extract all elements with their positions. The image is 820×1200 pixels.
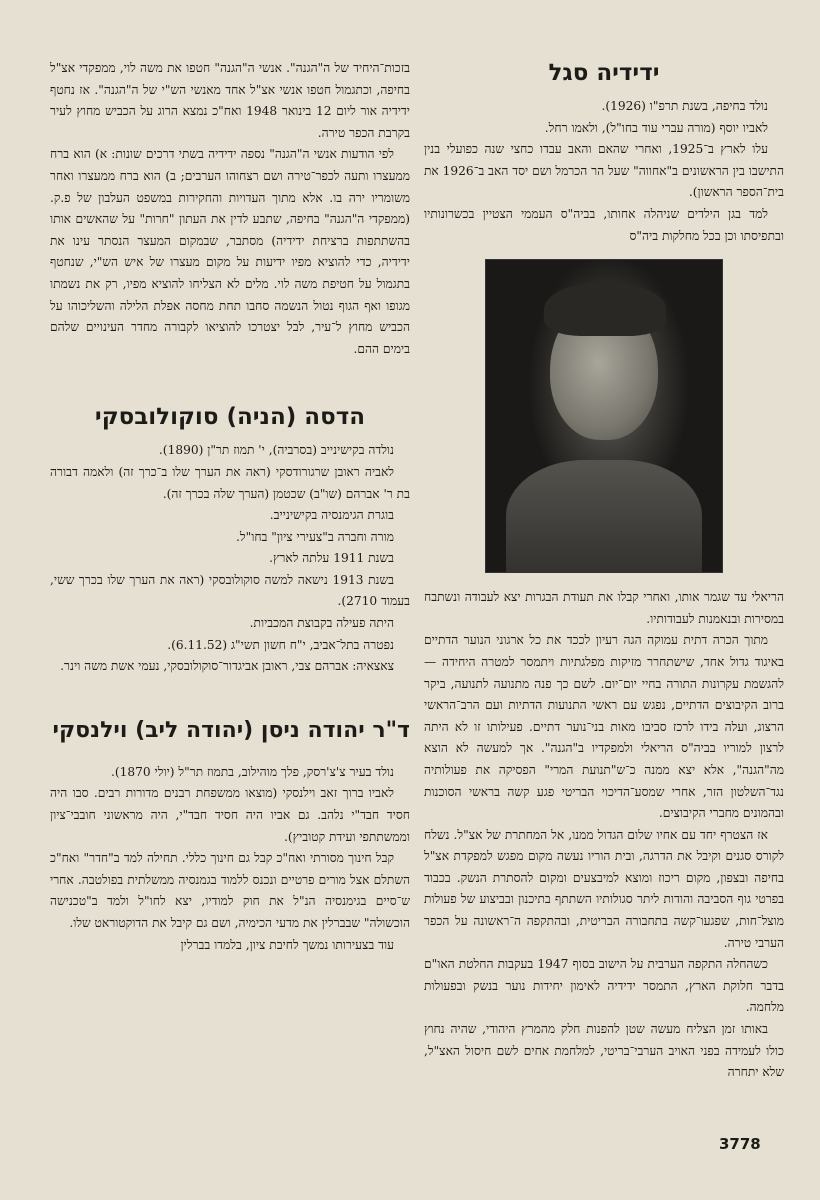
bio-list	[50, 440, 410, 678]
right-column	[424, 58, 784, 1084]
list-item: היתה פעילה בקבוצת המכביות.	[249, 616, 394, 631]
bio-title-hadassa-sokolovsky: הדסה (הניה) סוקולובסקי	[94, 404, 366, 431]
list-item: נולדה בקישינייב (בסרביה), י' תמוז תר"ן (1890).	[158, 443, 394, 458]
paragraph: מתוך הכרה דתית עמוקה הגה רעיון לככד את כל ארגוני הנוער הדתיים באיגוד גדול אחד, שישתחרר מזיקות מפלגתיות ויתמסר למטרה היחידה — להגשמת עקרונות התורה בחיי יום־יום. לשם כך פנה מתנועה לתנועה, ביקר ברוב הקיבוצים הדתיים, נפגש עם ראשי התנועות הדתיות ועם הרב־הראשי הרצוג, ועלה בידו לרכז סביבו מאות בני־נוער דתיים. פעילותו זו לא היתה לרצון למוריו בביה"ס הריאלי ולמפקדיו ב"הגנה". אך למעשה לא הוצא מה"הגנה", אלא יצא ממנה כ־ש"תנועת המרי" הפסיקה את פעולותיה נגד־השלטון הזר, אחרי שמסע־הדיכוי הבריטי פגע קשה בראשי הסוכנות ובהמונים מחברי הקיבוצים.	[424, 633, 784, 821]
list-item: לאביה ראובן שרגורודסקי (ראה את הערך שלו ב־כרך זה) ולאמה דבורה בת ר' אברהם (שו"ב) שכטמן (הערך שלה בכרך זה).	[50, 464, 410, 501]
paragraph: נולד בעיר צ'צ'רסק, פלך מוהילוב, בתמוז תר"ל (יולי 1870).	[111, 764, 394, 779]
paragraph: אז הצטרף יחד עם אחיו שלום הגדול ממנו, אל המחתרת של אצ"ל. נשלח לקורס סגנים וקיבל את הדרגה, ובית הוריו נעשה מקום מפגש למפקדת אצ"ל בחיפה ובצפון, מקום ריכוז ומוצא למיבצעים ומקום להסתרת הנשק. בכבוד בפרטי גוף הסביבה והודות ליתר סגולותיו השתתף בתיכנון ובביצוע של פעולות מוצל־חות, שפגעו־קשה בתחבורה הבריטית, ובהתקפה ה־ראשונה על הכפר הערבי טירה.	[424, 827, 784, 950]
list-item: בשנת 1913 נישאה למשה סוקולובסקי (ראה את הערך שלו בכרך ששי, בעמוד 2710).	[50, 572, 410, 609]
paragraph: לאביו יוסף (מורה עברי עוד בחו"ל), ולאמו רחל.	[544, 120, 768, 135]
paragraph: לפי הודעות אנשי ה"הגנה" נספה ידידיה בשתי דרכים שונות: א) הוא ברח ממעצרו ותעה לכפר־טירה ושם רצחוהו הערבים; ב) הוא ברח ממעצרו ואחר משומריו ירה בו. אלא מתוך העדויות והחקירות במשפט העלבון של פ.ק. (ממפקדי ה"הגנה" בחיפה, שתבע לדין את העתון "חרות" על שהאשים אותו בהשתתפות ברציחת ידידיה) מסתבר, שבמקום המעצר הנסתר עינו את ידידיה, כדי להוציא מפיו ידיעות על מקום מעצרו של איש הש"י, שנחטף בתגמול על חטיפת משה לוי. מלים לא הצליחו להוציא מפיו, רק את נשמתו מגופו ואף הגוף נטול הנשמה סחבו תחת מחסה אפלת הלילה והשליכוהו על הכביש מחוץ ל־עיר, לבל יצטרכו להוציאו לקבורה מחדר העינויים שלהם בימים ההם.	[50, 147, 410, 356]
bio-title-yedidya-segal: ידידיה סגל	[548, 60, 660, 86]
paragraph: למד בגן הילדים שניהלה אחותו, בביה"ס העממי הצטיין בכשרונותיו ובתפיסתו וכן בכל מחלקות ביה"ס	[424, 206, 784, 243]
paragraph: כשהחלה התקפה הערבית על הישוב בסוף 1947 בעקבות החלטת האו"ם בדבר חלוקת הארץ, התמסר ידידיה לאימון יחידות נוער בנשק ובפעולות מלחמה.	[424, 957, 784, 1015]
portrait-photo	[485, 259, 723, 573]
paragraph: הריאלי עד שגמר אותו, ואחרי קבלו את תעודת הבגרות יצא לעבודה ונשתבח במסירות ובנאמנות לעבודותיו.	[424, 590, 784, 626]
paragraph: נולד בחיפה, בשנת תרפ"ו (1926).	[601, 99, 768, 113]
left-column	[50, 58, 410, 956]
paragraph: עוד בצעירותו נמשך לחיבת ציון, בלמדו בברלין	[180, 937, 394, 952]
list-item: בוגרת הגימנסיה בקישינייב.	[269, 508, 394, 523]
bio-title-yehuda-wilensky: ד"ר יהודה ניסן (יהודה ליב) וילנסקי	[52, 717, 410, 743]
list-item: צאצאיה: אברהם צבי, ראובן אביגדור־סוקולובסקי, נעמי אשת משה וינר.	[60, 659, 394, 674]
photo-collar	[506, 460, 702, 573]
list-item: נפטרה בתל־אביב, י"ח חשון תשי"ג (6.11.52).	[167, 637, 394, 652]
paragraph: בזכות־היחיד של ה"הגנה". אנשי ה"הגנה" חטפו את משה לוי, ממפקדי אצ"ל בחיפה, וכתגמול חטפו אנשי אצ"ל אחד מאנשי הש"י של ה"הגנה". אז נחטף ידידיה אור ליום 12 בינואר 1948 ואח"כ נמצא הרוג על הכביש מחוץ לעיר בקרבת הכפר טירה.	[50, 61, 410, 140]
list-item: מורה וחברה ב"צעירי ציון" בחו"ל.	[236, 529, 394, 544]
photo-hair	[544, 282, 666, 336]
paragraph: באותו זמן הצליח מעשה שטן להפנות חלק מהמרץ היהודי, שהיה נחוץ כולו לעמידה בפני האויב הערבי־בריטי, למלחמת אחים לשם חיסול האצ"ל, שלא יתחרה	[424, 1022, 784, 1080]
paragraph: קבל חינוך מסורתי ואח"כ קבל גם חינוך כללי. תחילה למד ב"חדר" ואח"כ השתלם אצל מורים פרטיים ונכנס ללמוד בגמנסיה ממשלתית בפולטבה. אחרי ש־סיים בגימנסיה הנ"ל את חוק למודיו, יצא לחו"ל ולמד ב"טכנישה הוכשולה" שבברלין את מדעי הכימיה, ושם גם קיבל את הדוקטוראט שלו.	[50, 851, 410, 930]
page-number: 3778	[719, 1135, 761, 1153]
list-item: בשנת 1911 עלתה לארץ.	[269, 551, 394, 566]
paragraph: עלו לארץ ב־1925, ואחרי שהאם והאב עבדו כחצי שנה כפועלי בנין התישבו בין הראשונים ב"אחווה" שעל הר הכרמל ושם יסד האב ב־1926 את בית־הספר הראשון).	[424, 142, 784, 200]
paragraph: לאביו ברוך זאב וילנסקי (מוצאו ממשפחת רבנים מדורות רבים. סבו היה חסיד חבד"י נלהב. גם אביו היה חסיד חבד"י, היה מראשוני חובבי־ציון וממשתתפי ועידת קטוביץ).	[50, 786, 410, 844]
